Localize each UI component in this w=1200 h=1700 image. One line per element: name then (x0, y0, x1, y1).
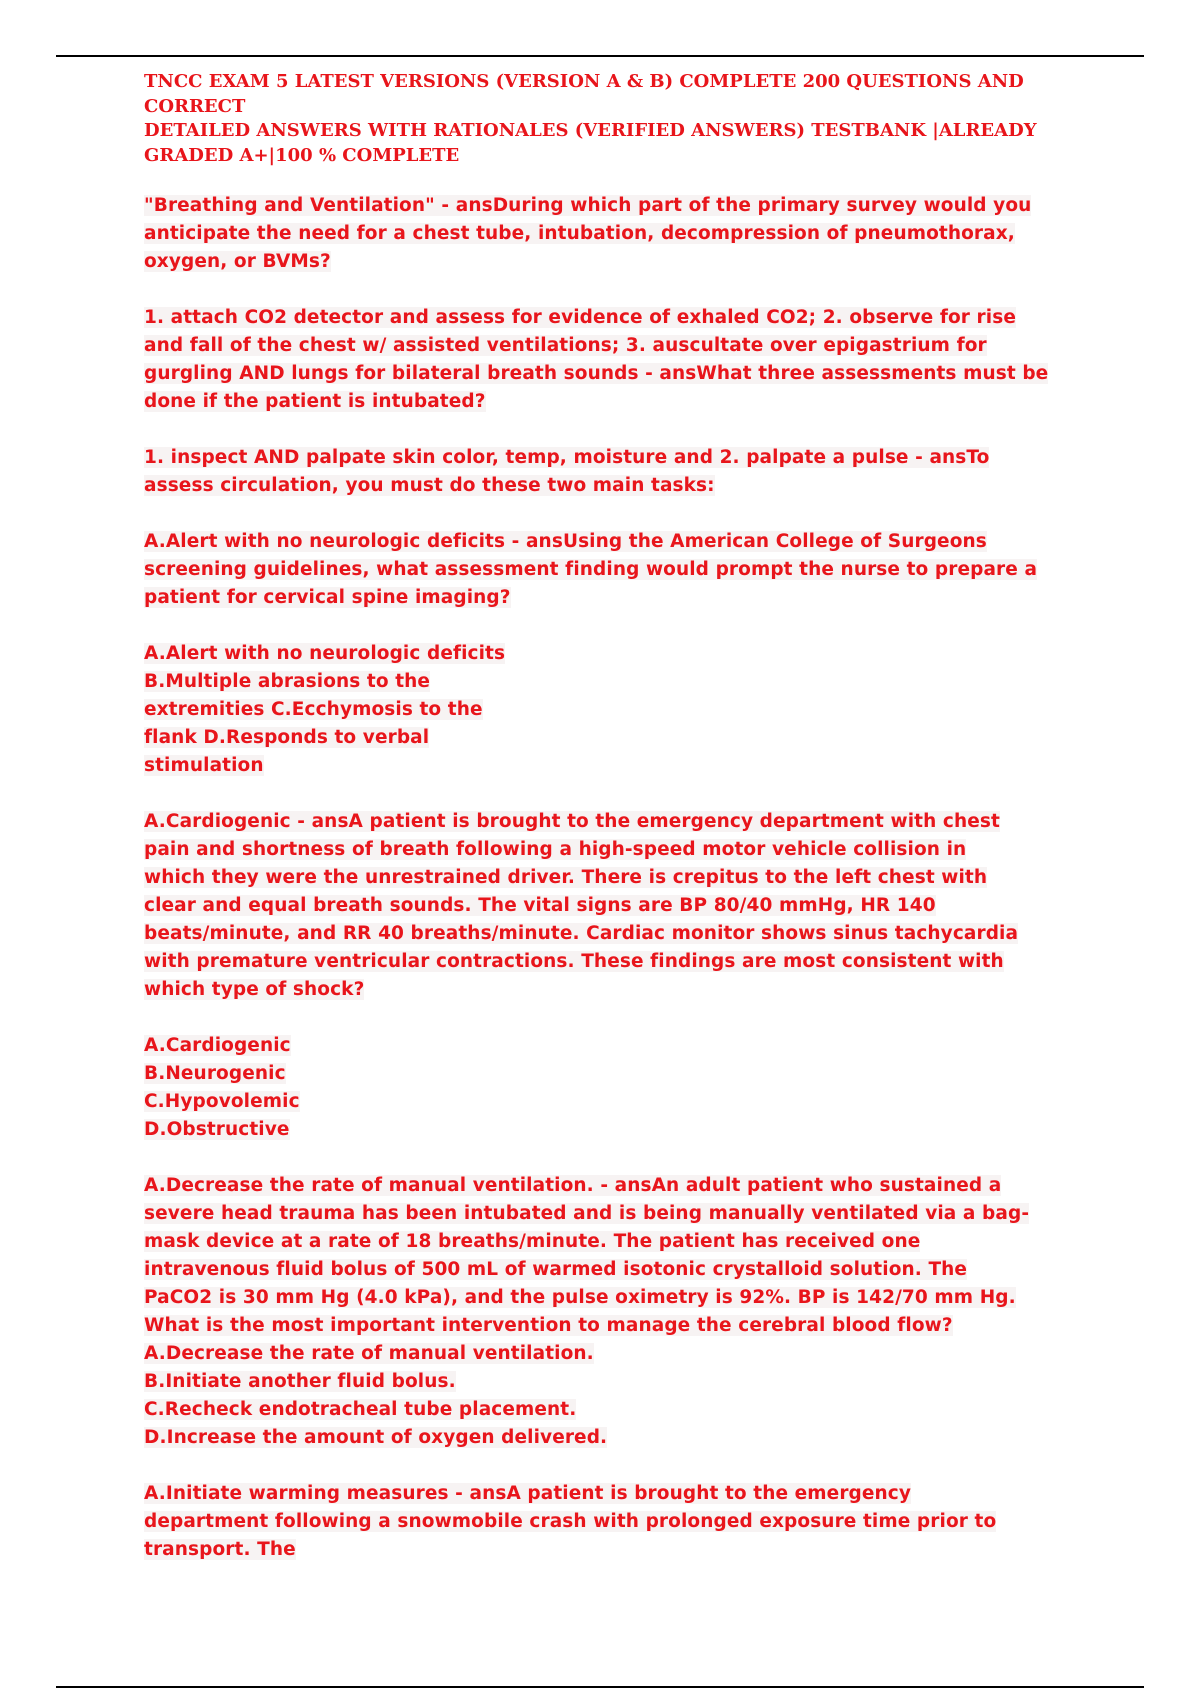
option-line: A.Decrease the rate of manual ventilation. (144, 1343, 594, 1364)
text-line: "Breathing and Ventilation" - ansDuring which part of the primary survey would you (144, 195, 1032, 216)
text-line: 1. inspect AND palpate skin color, temp, moisture and 2. palpate a pulse - ansTo (144, 447, 990, 468)
text-line: with premature ventricular contractions. These findings are most consistent with (144, 951, 1004, 972)
option-line: A.Alert with no neurologic deficits (144, 643, 506, 664)
options-cervical-spine (144, 640, 1084, 780)
bottom-rule (56, 1686, 1144, 1688)
title-line: DETAILED ANSWERS WITH RATIONALES (VERIFIED ANSWERS) TESTBANK |ALREADY (144, 120, 1037, 141)
option-line: D.Increase the amount of oxygen delivered. (144, 1427, 608, 1448)
qa-shock-type (144, 808, 1084, 1004)
options-shock-type (144, 1032, 1084, 1144)
text-line: mask device at a rate of 18 breaths/minute. The patient has received one (144, 1231, 921, 1252)
option-line: C.Recheck endotracheal tube placement. (144, 1399, 577, 1420)
text-line: screening guidelines, what assessment finding would prompt the nurse to prepare a (144, 559, 1038, 580)
text-line: done if the patient is intubated? (144, 391, 486, 412)
text-line: A.Decrease the rate of manual ventilation. - ansAn adult patient who sustained a (144, 1175, 1002, 1196)
qa-intubation-assessments (144, 304, 1084, 416)
qa-breathing-ventilation (144, 192, 1084, 276)
text-line: beats/minute, and RR 40 breaths/minute. Cardiac monitor shows sinus tachycardia (144, 923, 1019, 944)
option-line: B.Neurogenic (144, 1063, 286, 1084)
qa-circulation (144, 444, 1084, 500)
text-line: What is the most important intervention to manage the cerebral blood flow? (144, 1315, 953, 1336)
document-page (144, 70, 1084, 1592)
qa-cerebral-blood-flow (144, 1172, 1084, 1452)
text-line: assess circulation, you must do these two main tasks: (144, 475, 715, 496)
option-line: B.Initiate another fluid bolus. (144, 1371, 456, 1392)
document-title (144, 70, 1084, 168)
text-line: patient for cervical spine imaging? (144, 587, 511, 608)
title-line: TNCC EXAM 5 LATEST VERSIONS (VERSION A & B) COMPLETE 200 QUESTIONS AND CORRECT (144, 71, 1024, 117)
text-line: A.Cardiogenic - ansA patient is brought to the emergency department with chest (144, 811, 1000, 832)
qa-cervical-spine (144, 528, 1084, 612)
text-line: intravenous fluid bolus of 500 mL of warmed isotonic crystalloid solution. The (144, 1259, 968, 1280)
option-line: stimulation (144, 755, 264, 776)
text-line: department following a snowmobile crash with prolonged exposure time prior to (144, 1511, 997, 1532)
title-line: GRADED A+|100 % COMPLETE (144, 144, 460, 166)
text-line: anticipate the need for a chest tube, intubation, decompression of pneumothorax, (144, 223, 1015, 244)
text-line: A.Initiate warming measures - ansA patient is brought to the emergency (144, 1483, 912, 1504)
text-line: A.Alert with no neurologic deficits - ansUsing the American College of Surgeons (144, 531, 987, 552)
text-line: gurgling AND lungs for bilateral breath sounds - ansWhat three assessments must be (144, 363, 1049, 384)
option-line: C.Hypovolemic (144, 1091, 300, 1112)
top-rule (56, 55, 1144, 57)
text-line: 1. attach CO2 detector and assess for evidence of exhaled CO2; 2. observe for rise (144, 307, 1016, 328)
option-line: B.Multiple abrasions to the (144, 671, 431, 692)
text-line: clear and equal breath sounds. The vital signs are BP 80/40 mmHg, HR 140 (144, 895, 936, 916)
text-line: which type of shock? (144, 979, 365, 1000)
option-line: flank D.Responds to verbal (144, 727, 430, 748)
text-line: PaCO2 is 30 mm Hg (4.0 kPa), and the pulse oximetry is 92%. BP is 142/70 mm Hg. (144, 1287, 1016, 1308)
qa-warming-measures (144, 1480, 1084, 1564)
option-line: D.Obstructive (144, 1119, 290, 1140)
text-line: and fall of the chest w/ assisted ventilations; 3. auscultate over epigastrium for (144, 335, 987, 356)
text-line: severe head trauma has been intubated and is being manually ventilated via a bag- (144, 1203, 1030, 1224)
text-line: transport. The (144, 1539, 296, 1560)
option-line: extremities C.Ecchymosis to the (144, 699, 483, 720)
option-line: A.Cardiogenic (144, 1035, 291, 1056)
text-line: oxygen, or BVMs? (144, 251, 331, 272)
text-line: pain and shortness of breath following a high-speed motor vehicle collision in (144, 839, 967, 860)
text-line: which they were the unrestrained driver. There is crepitus to the left chest with (144, 867, 988, 888)
